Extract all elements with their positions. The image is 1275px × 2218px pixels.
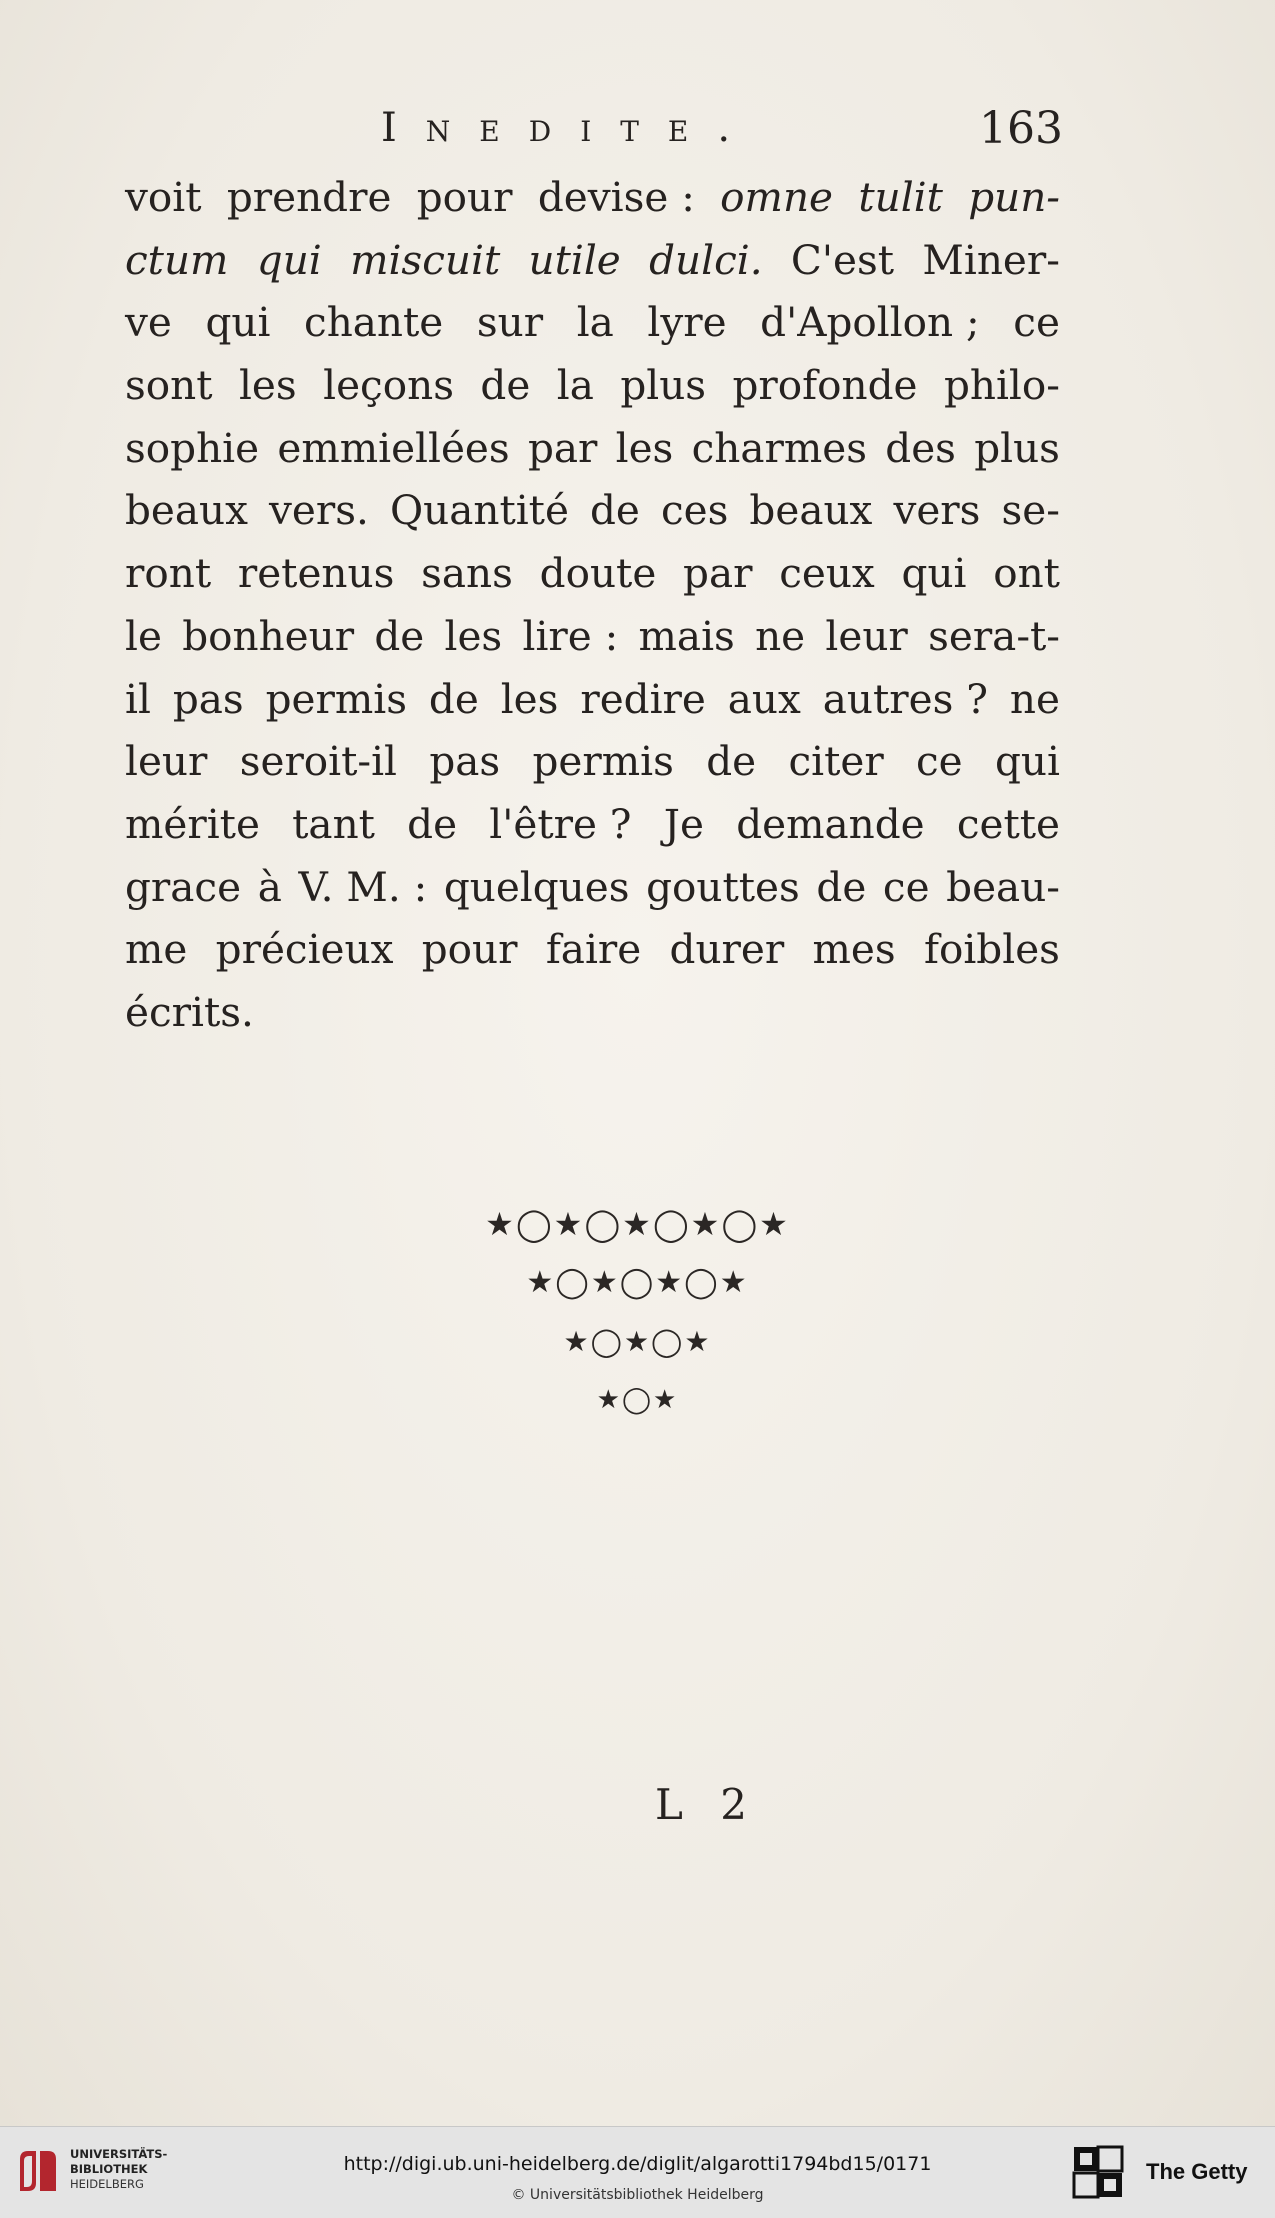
word: ve — [125, 298, 172, 347]
word: sont — [125, 361, 213, 410]
word: leur — [125, 737, 208, 786]
word: sans — [421, 549, 513, 598]
word: qui — [994, 737, 1060, 786]
word: se- — [1001, 486, 1060, 535]
word: de — [428, 674, 479, 723]
footer-bar — [0, 2126, 1275, 2218]
word: pun- — [968, 173, 1060, 221]
text-line — [125, 229, 1060, 292]
word: vers. — [269, 486, 369, 535]
body-text — [125, 166, 1060, 1044]
word: faire — [545, 925, 642, 974]
permalink-url[interactable]: http://digi.ub.uni-heidelberg.de/diglit/algarotti1794bd15/0171 — [343, 2153, 932, 2175]
word: ces — [660, 486, 729, 535]
running-title: Inedite. — [381, 105, 760, 151]
library-name-line-1: UNIVERSITÄTS- — [70, 2147, 168, 2161]
word: ne — [755, 611, 806, 660]
word: ceux — [779, 549, 875, 598]
word: doute — [539, 549, 657, 598]
text-line — [125, 291, 1060, 354]
word: la — [556, 361, 594, 410]
ornament-row-2: ★◯★◯★◯★ — [526, 1265, 749, 1300]
library-name-line-2: BIBLIOTHEK — [70, 2162, 148, 2176]
word: ce — [882, 862, 930, 911]
ornament-row-3: ★◯★◯★ — [563, 1325, 712, 1358]
word: grace — [125, 862, 242, 911]
ornament-row-4: ★◯★ — [596, 1385, 679, 1415]
word: qui — [205, 298, 271, 347]
word: emmiellées — [277, 423, 510, 472]
word: mérite — [125, 799, 260, 848]
word: tulit — [858, 173, 943, 221]
word: cette — [956, 799, 1060, 848]
word: pour — [421, 925, 518, 974]
page-header — [125, 105, 1065, 165]
word: lire : — [522, 611, 619, 660]
word: ctum — [125, 235, 229, 284]
word: omne — [720, 173, 834, 221]
word: de — [706, 737, 757, 786]
word: de — [407, 799, 458, 848]
text-line — [125, 417, 1060, 480]
text-line — [125, 542, 1060, 605]
word: de — [480, 361, 531, 410]
word: demande — [736, 799, 925, 848]
word: ont — [993, 549, 1060, 598]
word: mais — [638, 611, 735, 660]
word: retenus — [237, 549, 395, 598]
word: vers — [893, 486, 981, 535]
word: bonheur — [182, 611, 355, 660]
text-line — [125, 668, 1060, 731]
word: plus — [620, 361, 707, 410]
word: pas — [172, 674, 244, 723]
word: C'est — [790, 235, 895, 284]
word: voit — [125, 173, 202, 221]
word: beaux — [125, 486, 248, 535]
word: sera-t- — [928, 611, 1060, 660]
word: Miner- — [922, 235, 1060, 284]
word: par — [527, 423, 598, 472]
word: qui — [901, 549, 967, 598]
getty-name: The Getty — [1146, 2159, 1248, 2184]
word: tant — [292, 799, 375, 848]
word: philo- — [943, 361, 1060, 410]
word: ce — [916, 737, 963, 786]
word: l'être ? — [489, 799, 632, 848]
word: beaux — [749, 486, 873, 535]
text-line — [125, 981, 1060, 1044]
word: profonde — [732, 361, 918, 410]
word: permis — [265, 674, 407, 723]
word: sophie — [125, 423, 260, 472]
word: qui — [256, 235, 322, 284]
word: ront — [125, 549, 212, 598]
word: foibles — [923, 925, 1060, 974]
text-line — [125, 354, 1060, 417]
word: d'Apollon ; — [760, 298, 980, 347]
word: ce — [1013, 298, 1060, 347]
word: leur — [825, 611, 908, 660]
text-line — [125, 918, 1060, 981]
word: dulci. — [649, 235, 763, 284]
word: ne — [1009, 674, 1060, 723]
word: les — [615, 423, 674, 472]
word: Je — [663, 799, 704, 848]
text-line — [125, 793, 1060, 856]
word: mes — [812, 925, 896, 974]
word: précieux — [215, 925, 394, 974]
word: pour — [416, 173, 513, 221]
word: autres ? — [822, 674, 988, 723]
word: prendre — [226, 173, 392, 221]
word: durer — [669, 925, 785, 974]
word: sur — [476, 298, 544, 347]
word: de — [816, 862, 867, 911]
word: les — [238, 361, 297, 410]
word: de — [374, 611, 425, 660]
word: pas — [429, 737, 501, 786]
text-line — [125, 166, 1060, 229]
text-line — [125, 856, 1060, 919]
word: miscuit — [350, 235, 501, 284]
word: citer — [788, 737, 884, 786]
word: charmes — [691, 423, 868, 472]
copyright-notice: © Universitätsbibliothek Heidelberg — [511, 2187, 764, 2203]
word: beau- — [946, 862, 1060, 911]
word: les — [500, 674, 559, 723]
ornament-row-1: ★◯★◯★◯★◯★ — [485, 1205, 790, 1243]
word: V. M. : — [298, 862, 428, 911]
word: écrits. — [125, 987, 254, 1036]
word: Quantité — [389, 486, 569, 535]
word: utile — [528, 235, 621, 284]
text-line — [125, 479, 1060, 542]
word: par — [683, 549, 753, 598]
word: devise : — [537, 173, 695, 221]
word: quelques — [443, 862, 630, 911]
word: il — [125, 674, 151, 723]
word: lyre — [647, 298, 727, 347]
word: le — [125, 611, 162, 660]
word: chante — [304, 298, 444, 347]
library-name-line-3: HEIDELBERG — [70, 2177, 144, 2191]
word: gouttes — [646, 862, 800, 911]
word: à — [257, 862, 282, 911]
page-number: 163 — [979, 103, 1063, 154]
word: me — [125, 925, 188, 974]
word: les — [444, 611, 503, 660]
word: redire — [580, 674, 706, 723]
word: aux — [727, 674, 801, 723]
word: leçons — [323, 361, 454, 410]
word: de — [589, 486, 640, 535]
text-line — [125, 605, 1060, 668]
word: seroit-il — [239, 737, 398, 786]
word: permis — [532, 737, 674, 786]
signature-mark: L 2 — [655, 1780, 759, 1829]
word: la — [576, 298, 614, 347]
word: plus — [974, 423, 1060, 472]
text-line — [125, 730, 1060, 793]
word: des — [885, 423, 956, 472]
getty-logo-icon — [1072, 2145, 1124, 2199]
